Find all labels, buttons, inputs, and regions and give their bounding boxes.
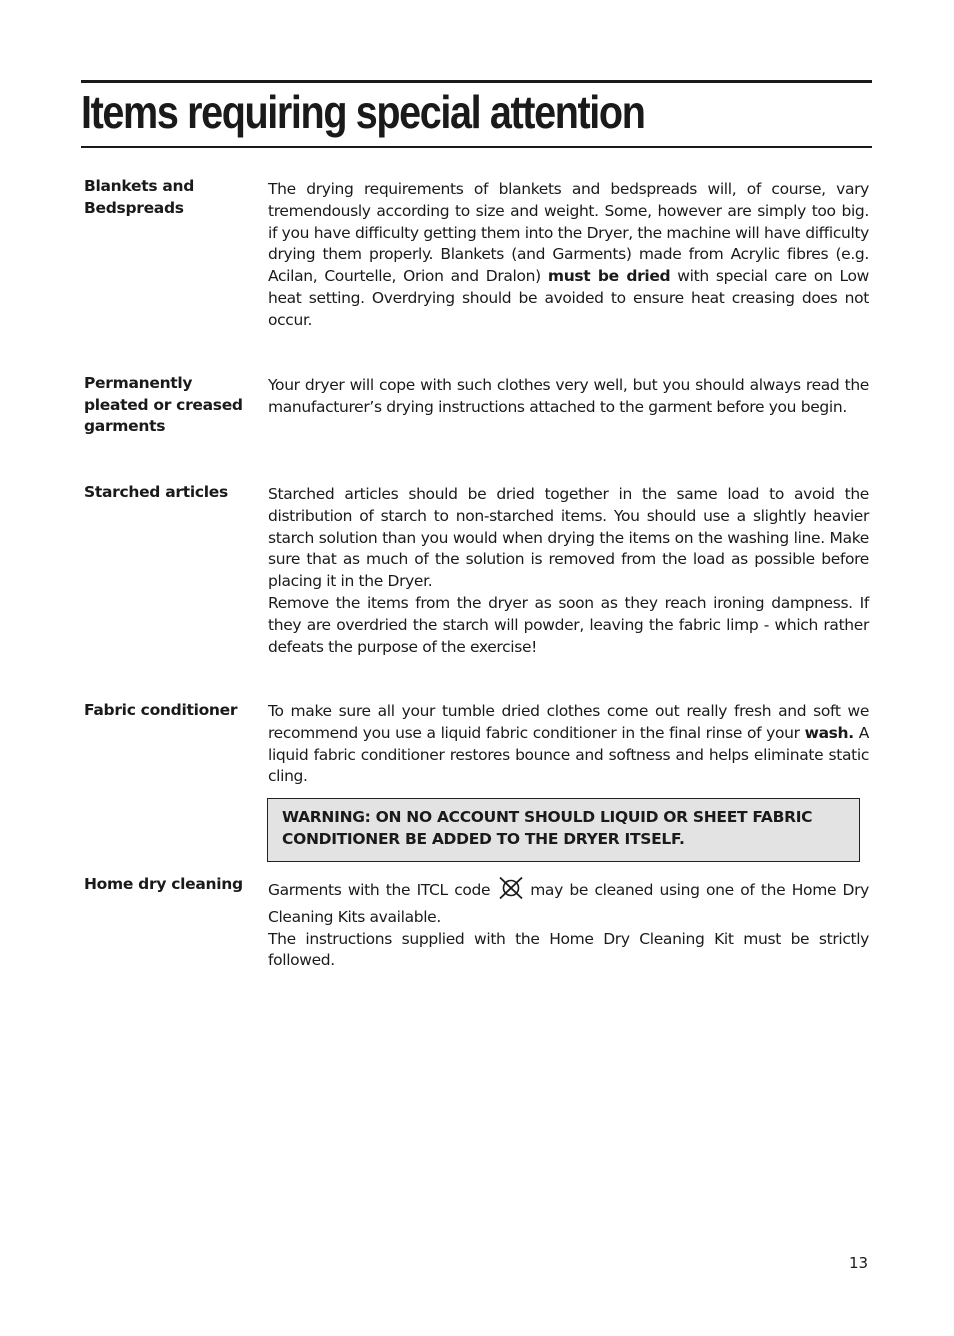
- body-text: To make sure all your tumble dried clothes come out really fresh and soft we recommend you use a liquid fabric conditioner in the final rinse of your: [268, 702, 869, 742]
- emphasis-text: wash.: [804, 723, 854, 742]
- section-label-pleated: Permanently pleated or creased garments: [84, 374, 243, 435]
- title-rule-bottom: [81, 146, 872, 148]
- title-rule-top: [81, 80, 872, 83]
- page-number: 13: [849, 1254, 869, 1272]
- emphasis-text: must be dried: [547, 267, 671, 286]
- section-label-fabric-conditioner: Fabric conditioner: [84, 701, 238, 719]
- body-text: Remove the items from the dryer as soon as they reach ironing dampness. If they are overdried the starch will powder, leaving the fabric limp - which rather defeats the purpose of the exercise!: [268, 593, 869, 656]
- section-paragraph: [268, 593, 869, 658]
- body-text: Your dryer will cope with such clothes very well, but you should always read the manufacturer’s drying instructions attached to the garment before you begin.: [268, 376, 869, 416]
- section-label-home-dry-cleaning: Home dry cleaning: [84, 875, 243, 893]
- section-label-starched: Starched articles: [84, 483, 228, 501]
- warning-box: WARNING: ON NO ACCOUNT SHOULD LIQUID OR SHEET FABRIC CONDITIONER BE ADDED TO THE DRYER ITSELF.: [267, 798, 860, 862]
- home-dry-cleaning-paragraph-1: [268, 876, 869, 929]
- section-paragraph: [268, 375, 869, 419]
- itcl-after-text: may be cleaned using one of the Home Dry Cleaning Kits available.: [268, 881, 869, 926]
- section-body-starched: [268, 484, 869, 658]
- itcl-code-text: Garments with the ITCL code: [268, 881, 491, 899]
- itcl-do-not-dry-clean-icon: [498, 876, 524, 907]
- body-text: Starched articles should be dried together in the same load to avoid the distribution of starch to non-starched items. You should use a slightly heavier starch solution than you would when drying the items on the washing line. Make sure that as much of the solution is removed from the load as possible before placing it in the Dryer.: [268, 485, 869, 591]
- section-body-fabric-conditioner: [268, 701, 869, 788]
- section-paragraph: [268, 484, 869, 593]
- body-text: with special care on Low heat setting. Overdrying should be avoided to ensure heat creasing does not occur.: [268, 267, 869, 329]
- page-title: Items requiring special attention: [81, 86, 645, 138]
- section-body-home-dry-cleaning: [268, 876, 869, 972]
- section-label-blankets: Blankets and Bedspreads: [84, 177, 195, 217]
- body-text: A liquid fabric conditioner restores bounce and softness and helps eliminate static cling.: [268, 723, 869, 786]
- section-paragraph: [268, 701, 869, 788]
- section-body-pleated: [268, 375, 869, 419]
- section-paragraph: [268, 179, 869, 332]
- body-text: The drying requirements of blankets and bedspreads will, of course, vary tremendously according to size and weight. Some, however are simply too big. if you have difficulty getting them into the Dryer, the machine will have difficulty drying them properly. Blankets (and Garments) made from Acrylic fibres (e.g. Acilan, Courtelle, Orion and Dralon): [268, 180, 869, 286]
- home-dry-cleaning-paragraph-2: The instructions supplied with the Home Dry Cleaning Kit must be strictly followed.: [268, 929, 869, 970]
- section-body-blankets: [268, 179, 869, 332]
